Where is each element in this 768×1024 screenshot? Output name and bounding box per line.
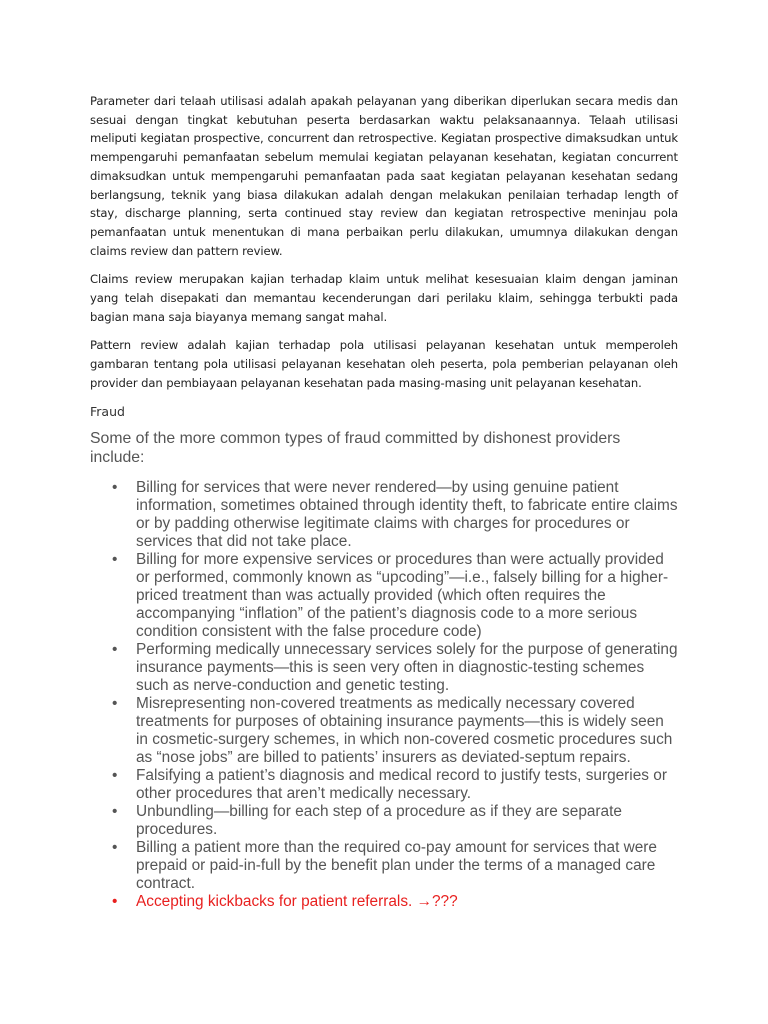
fraud-item-text: Falsifying a patient’s diagnosis and medical record to justify tests, surgeries or other procedures that aren’t medically necessary. — [136, 766, 667, 802]
bullet-icon: • — [112, 478, 118, 496]
bullet-icon: • — [112, 640, 118, 658]
fraud-list-item — [90, 695, 678, 767]
bullet-icon: • — [112, 694, 118, 712]
fraud-item-text: Performing medically unnecessary services solely for the purpose of generating insurance payments—this is seen very often in diagnostic-testing schemes such as nerve-conduction and genetic testing. — [136, 640, 678, 694]
fraud-list-item — [90, 767, 678, 803]
fraud-list-item — [90, 839, 678, 893]
fraud-list-item — [90, 803, 678, 839]
fraud-item-text: Billing for more expensive services or procedures than were actually provided or performed, commonly known as “upcoding”—i.e., falsely billing for a higher-priced treatment than was actually provided (which often requires the accompanying “inflation” of the patient’s diagnosis code to a more serious condition consistent with the false procedure code) — [136, 550, 669, 640]
fraud-item-text: Billing for services that were never rendered—by using genuine patient information, sometimes obtained through identity theft, to fabricate entire claims or by padding otherwise legitimate claims with charges for procedures or services that did not take place. — [136, 478, 678, 550]
bullet-icon: • — [112, 802, 118, 820]
fraud-item-text: Unbundling—billing for each step of a procedure as if they are separate procedures. — [136, 802, 622, 838]
fraud-list-item — [90, 551, 678, 641]
document-page — [90, 92, 678, 911]
fraud-item-text: Accepting kickbacks for patient referrals. →??? — [136, 892, 458, 910]
bullet-icon: • — [112, 838, 118, 856]
fraud-heading: Fraud — [90, 403, 125, 419]
paragraph-pattern-review: Pattern review adalah kajian terhadap pola utilisasi pelayanan kesehatan untuk memperoleh gambaran tentang pola utilisasi pelayanan kesehatan oleh peserta, pola pemberian pelayanan oleh provider dan pembiayaan pelayanan kesehatan pada masing-masing unit pelayanan kesehatan. — [90, 338, 678, 390]
fraud-item-text: Misrepresenting non-covered treatments as medically necessary covered treatments for purposes of obtaining insurance payments—this is widely seen in cosmetic-surgery schemes, in which non-covered cosmetic procedures such as “nose jobs” are billed to patients’ insurers as deviated-septum repairs. — [136, 694, 673, 766]
paragraph-utilization-review: Parameter dari telaah utilisasi adalah apakah pelayanan yang diberikan diperlukan secara medis dan sesuai dengan tingkat kebutuhan peserta berdasarkan waktu pelaksanaannya. Telaah utilisasi meliputi kegiatan prospective, concurrent dan retrospective. Kegiatan prospective dimaksudkan untuk mempengaruhi pemanfaatan sebelum memulai kegiatan pelayanan kesehatan, kegiatan concurrent dimaksudkan untuk mempengaruhi pemanfaatan pada saat kegiatan pelayanan kesehatan sedang berlangsung, teknik yang biasa dilakukan adalah dengan melakukan penilaian terhadap length of stay, discharge planning, serta continued stay review dan kegiatan retrospective meninjau pola pemanfaatan untuk menentukan di mana perbaikan perlu dilakukan, umumnya dilakukan dengan claims review dan pattern review. — [90, 94, 678, 258]
bullet-icon: • — [112, 892, 118, 910]
bullet-icon: • — [112, 550, 118, 568]
fraud-list — [90, 479, 678, 911]
fraud-intro: Some of the more common types of fraud committed by dishonest providers include: — [90, 429, 621, 466]
bullet-icon: • — [112, 766, 118, 784]
fraud-list-item — [90, 641, 678, 695]
fraud-list-item-highlighted — [90, 893, 678, 911]
fraud-item-text: Billing a patient more than the required co-pay amount for services that were prepaid or paid-in-full by the benefit plan under the terms of a managed care contract. — [136, 838, 657, 892]
fraud-list-item — [90, 479, 678, 551]
paragraph-claims-review: Claims review merupakan kajian terhadap klaim untuk melihat kesesuaian klaim dengan jaminan yang telah disepakati dan memantau kecenderungan dari perilaku klaim, sehingga terbukti pada bagian mana saja biayanya memang sangat mahal. — [90, 272, 678, 324]
